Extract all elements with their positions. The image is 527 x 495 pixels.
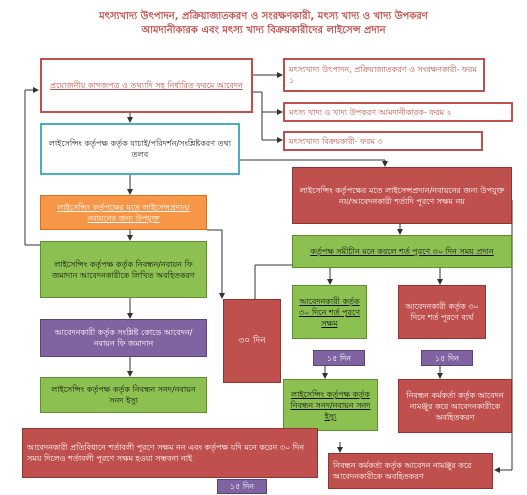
fee-paid-box bbox=[40, 319, 207, 357]
condition-time-box bbox=[292, 235, 512, 268]
authority-check-text: লাইসেন্সিং কর্তৃপক্ষ কর্তৃক যাচাই/পরিদর্শন/সংশ্লিষ্টকরণ তথ্য তলব bbox=[48, 139, 232, 159]
form1-text: মৎস্যখাদ্য উৎপাদন, প্রক্রিয়াজাতকরণ ও সংরক্ষণকারী- ফরম ১ bbox=[289, 65, 477, 85]
failed-conditions-box bbox=[398, 285, 486, 339]
failed-conditions-text: আবেদনকারী কর্তৃক ৩০ দিনে শর্ত পূরণে ব্যর্থ bbox=[405, 302, 479, 322]
diagram-title-line2: আমদানীকারক এবং মৎস্য খাদ্য বিক্রয়কারীদের লাইসেন্স প্রদান bbox=[141, 25, 386, 36]
form1-box bbox=[283, 58, 485, 92]
diagram-title-line1: মৎস্যখাদ্য উৎপাদন, প্রক্রিয়াজাতকরণ ও সংরক্ষণকারী, মৎস্য খাদ্য ও খাদ্য উপকরণ bbox=[99, 11, 428, 22]
fifteen-days-a-text: ১৫ দিন bbox=[326, 353, 352, 363]
bottom-right-box bbox=[328, 453, 493, 489]
bottom-left-box bbox=[22, 428, 318, 478]
fifteen-days-b-box bbox=[421, 350, 473, 366]
fee-notice-text: লাইসেন্সিং কর্তৃপক্ষ কর্তৃক নিবন্ধন/নবায়ন ফি জমাদান আবেদনকারীকে লিখিত অবহিতকরণ bbox=[52, 259, 195, 280]
thirty-days-box bbox=[223, 299, 281, 383]
not-suitable-box bbox=[292, 167, 512, 224]
issue-license2-text: লাইসেন্সিং কর্তৃপক্ষ কর্তৃক নিবন্ধন সনদ/নবায়ন সনদ ইস্যু bbox=[290, 389, 371, 421]
met-conditions-text: আবেদনকারী কর্তৃক ৩০ দিনে শর্ত পূরণে সক্ষম bbox=[298, 296, 361, 328]
thirty-days-text: ৩০ দিন bbox=[238, 335, 266, 346]
form2-box bbox=[283, 102, 513, 122]
fifteen-days-a-box bbox=[313, 350, 365, 366]
fifteen-days-c-box bbox=[217, 479, 267, 494]
issue-license-box bbox=[40, 377, 207, 413]
form2-text: মৎস্য খাদ্য ও খাদ্য উপকরণ আমদানীকারক- ফরম ২ bbox=[289, 107, 452, 117]
fee-paid-text: আবেদনকারী কর্তৃক সংশ্লিষ্ট কোডে আবেদন/নবায়ন ফি জমাদান bbox=[54, 328, 193, 348]
issue-license-text: লাইসেন্সিং কর্তৃপক্ষ কর্তৃক নিবন্ধন সনদ/নবায়ন সনদ ইস্যু bbox=[51, 385, 196, 405]
met-conditions-box bbox=[292, 285, 367, 339]
issue-license2-box bbox=[283, 379, 378, 431]
application-box bbox=[40, 58, 253, 113]
bottom-right-text: নিবন্ধন কর্মকর্তা কর্তৃক আবেদন নামঞ্জুর করে আবেদনকারীকে অবহিতকরণ bbox=[333, 461, 472, 481]
application-text: প্রয়োজনীয় কাগজপত্র ও তথ্যাদি সহ নির্ধারিত ফরমে আবেদন bbox=[50, 81, 243, 90]
fifteen-days-c-text: ১৫ দিন bbox=[229, 482, 255, 491]
fee-notice-box bbox=[40, 241, 207, 298]
suitable-box bbox=[40, 195, 207, 230]
bottom-left-text: আবেদনকারী প্রতিবিধানে শর্তাবলী পূরণে সক্ষম নন এবং কর্তৃপক্ষ যদি মনে করেন ৩০ দিন সময় দিলেও শর্তাবলী পূরণে সক্ষম হওয়া সম্ভবনা নাই bbox=[27, 443, 304, 463]
not-suitable-text: লাইসেন্সিং কর্তৃপক্ষের মতে লাইসেন্সপ্রদান/নবায়নের জন্য উপযুক্ত নয়/আবেদনকারী শর্তাদি পূরণে সক্ষম নয় bbox=[299, 185, 505, 206]
suitable-text: লাইসেন্সিং কর্তৃপক্ষের মতে লাইসেন্সপ্রদান/নবায়নের জন্য উপযুক্ত bbox=[57, 202, 190, 223]
condition-time-text: কর্তৃপক্ষ সমীচীন মনে করলে শর্ত পূরণে ৩০ দিন সময় প্রদান bbox=[310, 247, 494, 256]
form3-text: মৎস্যখাদ্য বিক্রয়কারী- ফরম ৩ bbox=[289, 136, 383, 146]
reject-notice-box bbox=[398, 379, 512, 433]
reject-notice-text: নিবন্ধন কর্মকর্তা কর্তৃক আবেদন নামঞ্জুর করে আবেদনকারীকে অবহিতকরণ bbox=[406, 390, 504, 422]
form3-box bbox=[283, 131, 483, 151]
authority-check-box bbox=[40, 123, 240, 175]
fifteen-days-b-text: ১৫ দিন bbox=[434, 353, 460, 363]
